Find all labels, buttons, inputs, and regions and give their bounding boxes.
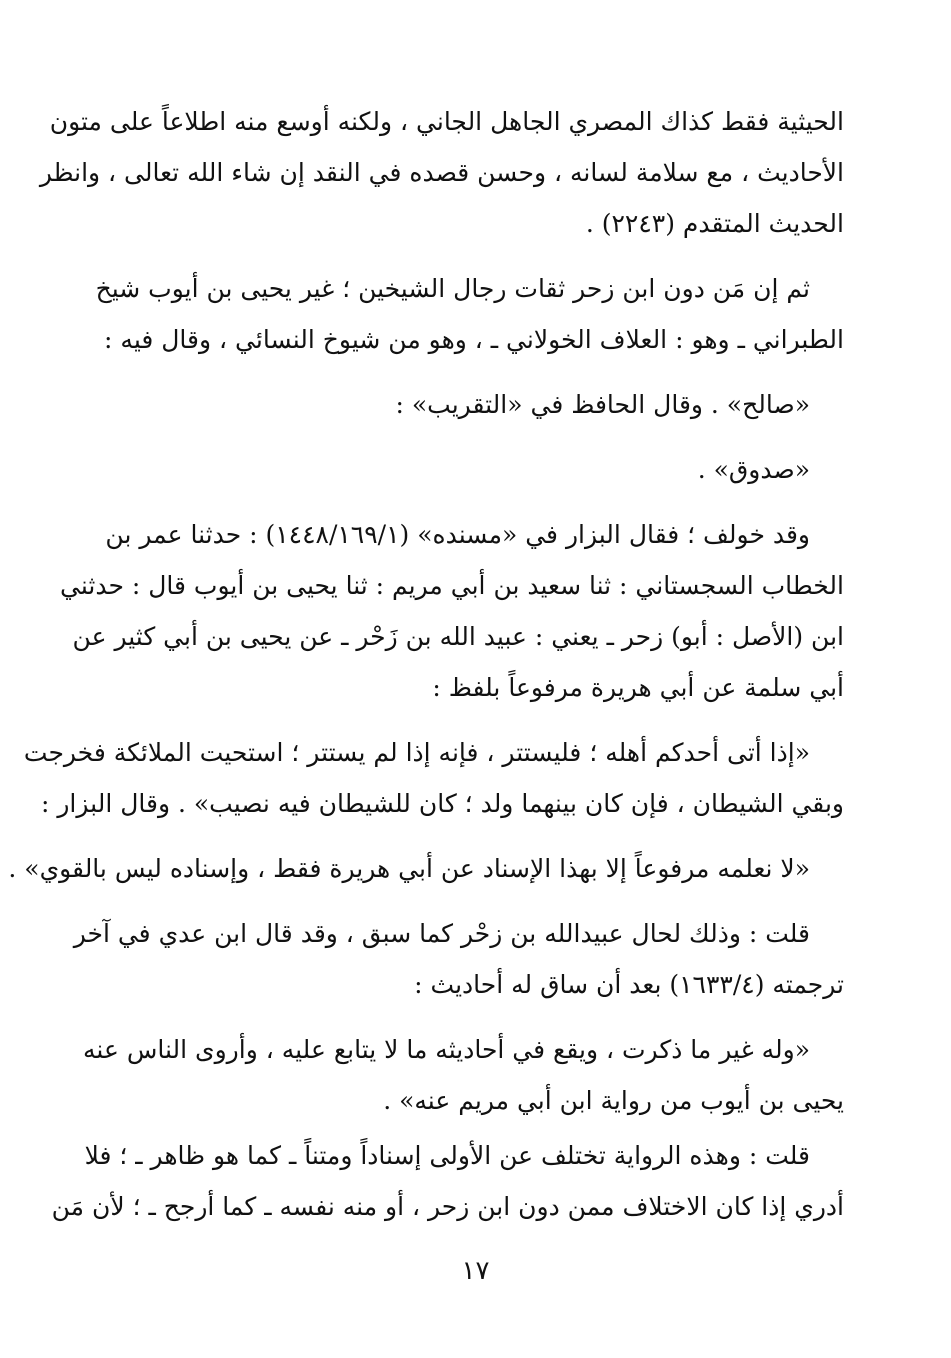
text-line: أدري إذا كان الاختلاف ممن دون ابن زحر ، أو منه نفسه ـ كما أرجح ـ ؛ لأن مَن — [51, 1192, 844, 1221]
text-line: الحيثية فقط كذاك المصري الجاهل الجاني ، ولكنه أوسع منه اطلاعاً على متون — [49, 107, 844, 136]
paragraph — [51, 1130, 844, 1232]
text-line: الأحاديث ، مع سلامة لسانه ، وحسن قصده في النقد إن شاء الله تعالى ، وانظر — [39, 158, 844, 187]
paragraph — [95, 263, 844, 365]
text-line: «صالح» . وقال الحافظ في «التقريب» : — [395, 390, 810, 419]
text-line: «إذا أتى أحدكم أهله ؛ فليستتر ، فإنه إذا لم يستتر ؛ استحيت الملائكة فخرجت — [23, 738, 810, 767]
paragraph — [73, 908, 844, 1010]
text-line: ابن (الأصل : أبو) زحر ـ يعني : عبيد الله بن زَحْر ـ عن يحيى بن أبي كثير عن — [72, 622, 844, 651]
paragraph — [39, 96, 844, 249]
text-line: قلت : وهذه الرواية تختلف عن الأولى إسناداً ومتناً ـ كما هو ظاهر ـ ؛ فلا — [84, 1141, 810, 1170]
text-line: «لا نعلمه مرفوعاً إلا بهذا الإسناد عن أبي هريرة فقط ، وإسناده ليس بالقوي» . — [8, 854, 810, 883]
paragraph — [60, 509, 844, 713]
text-line: «صدوق» . — [697, 455, 810, 484]
page-body — [8, 96, 844, 1232]
text-line: أبي سلمة عن أبي هريرة مرفوعاً بلفظ : — [432, 673, 844, 702]
quote-paragraph — [8, 843, 844, 894]
text-line: الخطاب السجستاني : ثنا سعيد بن أبي مريم : ثنا يحيى بن أيوب قال : حدثني — [60, 571, 844, 600]
text-line: قلت : وذلك لحال عبيدالله بن زحْر كما سبق ، وقد قال ابن عدي في آخر — [73, 919, 810, 948]
text-line: وبقي الشيطان ، فإن كان بينهما ولد ؛ كان للشيطان فيه نصيب» . وقال البزار : — [40, 789, 844, 818]
quote-paragraph — [23, 727, 844, 829]
text-line: الطبراني ـ وهو : العلاف الخولاني ـ ، وهو من شيوخ النسائي ، وقال فيه : — [104, 325, 844, 354]
text-line: «وله غير ما ذكرت ، ويقع في أحاديثه ما لا يتابع عليه ، وأروى الناس عنه — [83, 1035, 810, 1064]
text-line: الحديث المتقدم (٢٢٤٣) . — [585, 209, 844, 238]
text-line: ثم إن مَن دون ابن زحر ثقات رجال الشيخين ؛ غير يحيى بن أيوب شيخ — [95, 274, 810, 303]
text-line: ترجمته (١٦٣٣/٤) بعد أن ساق له أحاديث : — [414, 970, 844, 999]
paragraph — [118, 444, 844, 495]
text-line: يحيى بن أيوب من رواية ابن أبي مريم عنه» . — [383, 1086, 844, 1115]
text-line: وقد خولف ؛ فقال البزار في «مسنده» (١٤٤٨/١٦٩/١) : حدثنا عمر بن — [105, 520, 810, 549]
page-number: ١٧ — [461, 1256, 490, 1286]
quote-paragraph — [83, 1024, 844, 1126]
paragraph — [118, 379, 844, 430]
